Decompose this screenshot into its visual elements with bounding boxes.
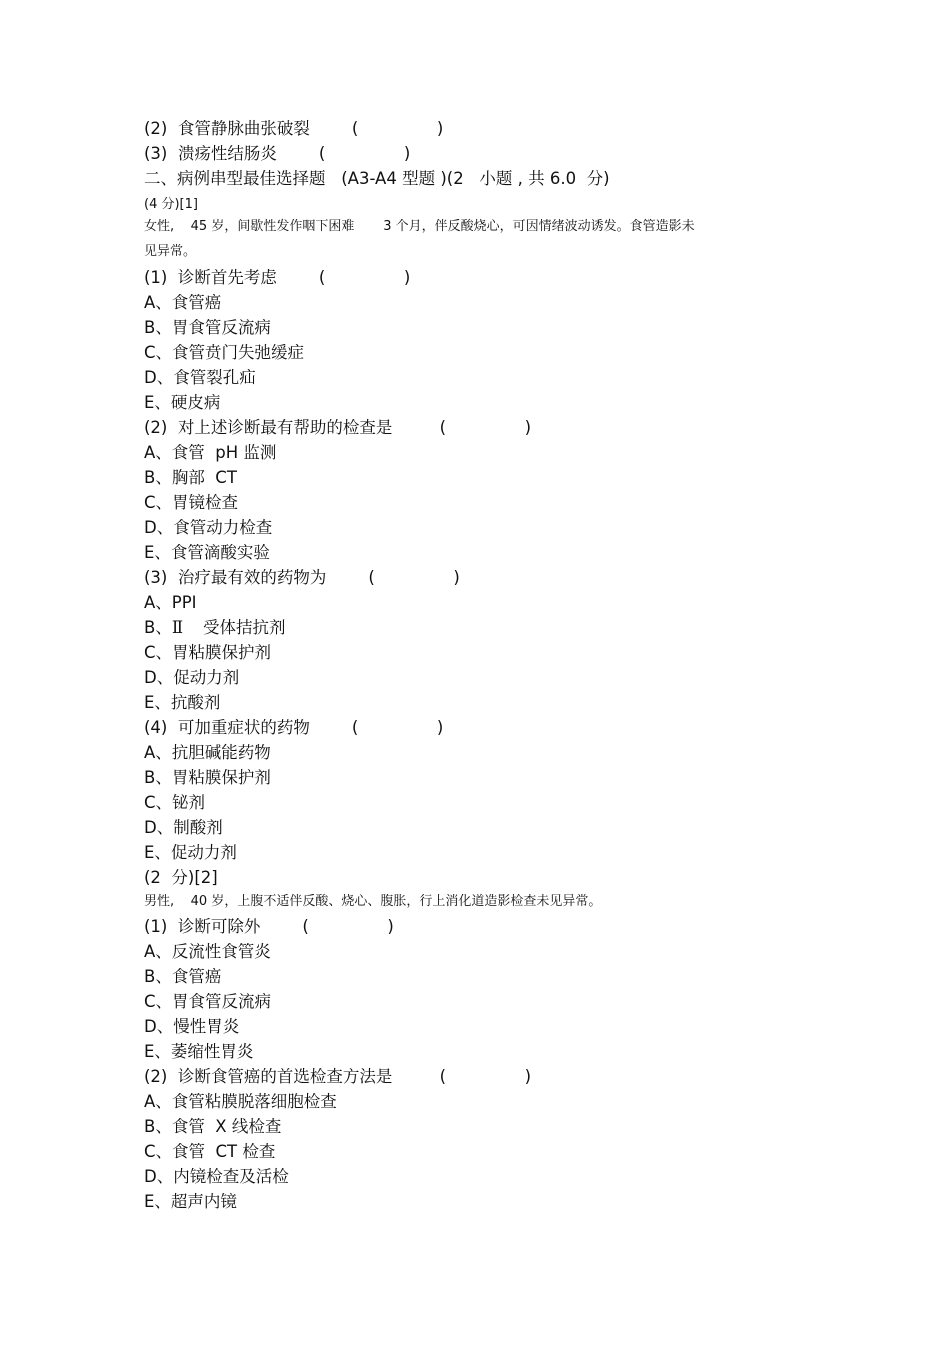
option: E、萎缩性胃炎 — [144, 1042, 254, 1061]
case-description: 见异常。 — [144, 244, 197, 259]
option: C、胃镜检查 — [144, 493, 239, 512]
option: A、食管粘膜脱落细胞检查 — [144, 1092, 337, 1111]
option: D、内镜检查及活检 — [144, 1167, 289, 1186]
option: E、超声内镜 — [144, 1192, 237, 1211]
option: C、胃食管反流病 — [144, 992, 272, 1011]
case-description: 女性, 45 岁，间歇性发作咽下困难 3 个月，伴反酸烧心，可因情绪波动诱发。食管造影未 — [144, 219, 695, 234]
question-stem: (2) 对上述诊断最有帮助的检查是 ( ) — [144, 418, 532, 437]
question-stem: (1) 诊断可除外 ( ) — [144, 917, 394, 936]
option: A、食管 pH 监测 — [144, 443, 277, 462]
h2-glyph: Ⅱ — [171, 618, 184, 637]
option: B、胃粘膜保护剂 — [144, 768, 271, 787]
option: D、制酸剂 — [144, 818, 223, 837]
option: B、胸部 CT — [144, 468, 237, 487]
option-letter: B、 — [144, 618, 172, 637]
case-points: (2 分)[2] — [144, 868, 218, 887]
option: D、食管动力检查 — [144, 518, 273, 537]
option: C、食管贲门失弛缓症 — [144, 343, 305, 362]
section-heading: 二、病例串型最佳选择题 (A3-A4 型题 )(2 小题 , 共 6.0 分) — [144, 169, 610, 188]
option: B、食管 X 线检查 — [144, 1117, 282, 1136]
option: D、促动力剂 — [144, 668, 240, 687]
option: A、PPI — [144, 593, 197, 612]
option: E、抗酸剂 — [144, 693, 221, 712]
option: E、促动力剂 — [144, 843, 237, 862]
question-stem: (1) 诊断首先考虑 ( ) — [144, 268, 411, 287]
option: A、抗胆碱能药物 — [144, 743, 271, 762]
question-stem: (2) 食管静脉曲张破裂 ( ) — [144, 119, 444, 138]
option: B、胃食管反流病 — [144, 318, 271, 337]
option-text: 受体拮抗剂 — [203, 618, 286, 637]
question-stem: (3) 治疗最有效的药物为 ( ) — [144, 568, 460, 587]
option: C、铋剂 — [144, 793, 206, 812]
option — [144, 618, 286, 638]
question-stem: (4) 可加重症状的药物 ( ) — [144, 718, 444, 737]
option: E、硬皮病 — [144, 393, 221, 412]
option: D、食管裂孔疝 — [144, 368, 256, 387]
option: A、反流性食管炎 — [144, 942, 271, 961]
question-stem: (3) 溃疡性结肠炎 ( ) — [144, 144, 411, 163]
question-stem: (2) 诊断食管癌的首选检查方法是 ( ) — [144, 1067, 532, 1086]
option: A、食管癌 — [144, 293, 222, 312]
option: C、胃粘膜保护剂 — [144, 643, 272, 662]
case-description: 男性, 40 岁，上腹不适伴反酸、烧心、腹胀，行上消化道造影检查未见异常。 — [144, 894, 602, 909]
option: D、慢性胃炎 — [144, 1017, 240, 1036]
option: C、食管 CT 检查 — [144, 1142, 276, 1161]
option: B、食管癌 — [144, 967, 222, 986]
case-points: (4 分)[1] — [144, 197, 198, 212]
option: E、食管滴酸实验 — [144, 543, 270, 562]
